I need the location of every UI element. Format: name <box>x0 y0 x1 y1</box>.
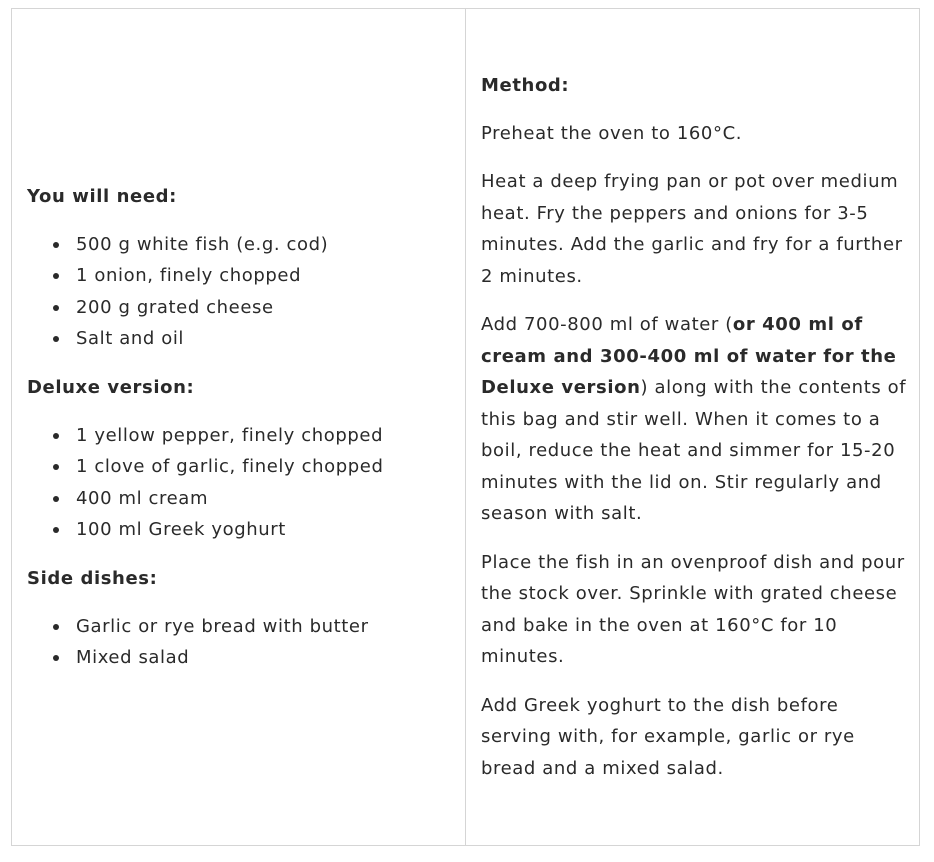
method-step-3-deluxe-note: or 400 ml of cream and 300-400 ml of water for the Deluxe version <box>481 314 897 399</box>
method-step-2: Heat a deep frying pan or pot over medium heat. Fry the peppers and onions for 3-5 minutes. Add the garlic and fry for a further 2 minutes. <box>481 171 903 287</box>
list-item: 1 onion, finely chopped <box>76 260 455 292</box>
side-dishes-list <box>27 611 455 674</box>
method-column <box>466 9 919 845</box>
method-step-3-pre: Add 700-800 ml of water ( <box>481 314 733 336</box>
deluxe-heading: Deluxe version: <box>27 376 195 398</box>
list-item: 400 ml cream <box>76 483 455 515</box>
list-item: Garlic or rye bread with butter <box>76 611 455 643</box>
ingredients-column <box>12 9 466 845</box>
method-step-1: Preheat the oven to 160°C. <box>481 122 743 144</box>
list-item: Mixed salad <box>76 642 455 674</box>
method-heading: Method: <box>481 74 570 96</box>
list-item: Salt and oil <box>76 323 455 355</box>
list-item: 1 clove of garlic, finely chopped <box>76 451 455 483</box>
method-step-3-post: ) along with the contents of this bag and stir well. When it comes to a boil, reduce the heat and simmer for 15-20 minutes with the lid on. Stir regularly and season with salt. <box>481 377 907 525</box>
deluxe-list <box>27 420 455 546</box>
side-dishes-heading: Side dishes: <box>27 567 158 589</box>
list-item: 100 ml Greek yoghurt <box>76 514 455 546</box>
method-step-5: Add Greek yoghurt to the dish before serving with, for example, garlic or rye bread and a mixed salad. <box>481 694 855 779</box>
ingredients-list <box>27 229 455 355</box>
method-step-3 <box>481 309 909 530</box>
list-item: 1 yellow pepper, finely chopped <box>76 420 455 452</box>
recipe-table <box>11 8 920 846</box>
list-item: 200 g grated cheese <box>76 292 455 324</box>
method-step-4: Place the fish in an ovenproof dish and pour the stock over. Sprinkle with grated cheese and bake in the oven at 160°C for 10 minutes. <box>481 551 905 668</box>
ingredients-heading: You will need: <box>27 185 177 207</box>
list-item: 500 g white fish (e.g. cod) <box>76 229 455 261</box>
